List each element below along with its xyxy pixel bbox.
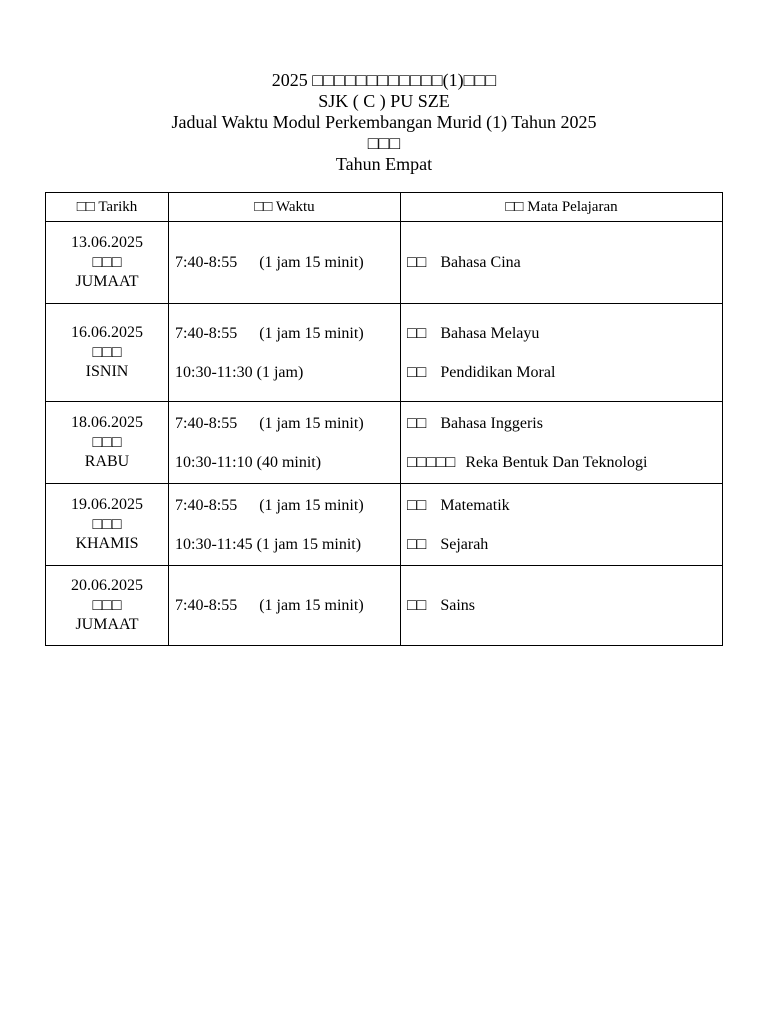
subject-cell [401, 484, 723, 566]
day-name: KHAMIS [75, 535, 139, 553]
time-slot [175, 414, 394, 433]
school-name: SJK ( C ) PU SZE [318, 91, 450, 111]
time-range: 7:40-8:55 [175, 254, 238, 271]
time-cell [169, 484, 401, 566]
day-chinese: □□□ [92, 433, 122, 451]
day-chinese: □□□ [92, 343, 122, 361]
year-level: Tahun Empat [335, 154, 433, 174]
subject-chinese: □□□□□ [407, 453, 456, 471]
time-range: 10:30-11:45 [175, 535, 253, 553]
day-name: JUMAAT [75, 273, 139, 291]
time-duration: (40 minit) [256, 453, 322, 471]
table-row [46, 222, 723, 304]
day-chinese: □□□ [92, 596, 122, 614]
timetable [45, 192, 723, 646]
date-cell [46, 484, 169, 566]
document-header [0, 70, 768, 175]
column-header-subject: □□ Mata Pelajaran [401, 193, 723, 222]
subject-slot [407, 253, 716, 272]
document-title: Jadual Waktu Modul Perkembangan Murid (1) Tahun 2025 [171, 112, 597, 132]
subject-slot [407, 496, 716, 515]
subject-name: Bahasa Inggeris [440, 414, 543, 432]
time-cell [169, 402, 401, 484]
subject-chinese: □□ [407, 254, 427, 271]
day-name: ISNIN [85, 363, 129, 381]
time-slot [175, 363, 394, 382]
time-slot [175, 496, 394, 515]
subject-cell [401, 304, 723, 402]
date-cell [46, 304, 169, 402]
subject-name: Sains [440, 597, 475, 614]
subject-cell [401, 566, 723, 646]
subject-slot [407, 414, 716, 433]
time-slot [175, 453, 394, 472]
date-cell [46, 222, 169, 304]
year-level-chinese: □□□ [367, 133, 401, 153]
time-slot [175, 535, 394, 554]
date-value: 19.06.2025 [71, 496, 143, 514]
subject-slot [407, 596, 716, 615]
subject-name: Pendidikan Moral [440, 363, 556, 381]
subject-slot [407, 535, 716, 554]
subject-chinese: □□ [407, 324, 427, 342]
subject-slot [407, 324, 716, 343]
date-value: 16.06.2025 [71, 324, 143, 342]
time-duration: (1 jam) [256, 363, 304, 381]
time-range: 7:40-8:55 [175, 597, 238, 614]
date-value: 13.06.2025 [71, 234, 143, 252]
time-range: 7:40-8:55 [175, 496, 238, 514]
column-header-time: □□ Waktu [169, 193, 401, 222]
date-value: 18.06.2025 [71, 414, 143, 432]
time-range: 7:40-8:55 [175, 324, 238, 342]
time-duration: (1 jam 15 minit) [259, 254, 364, 271]
subject-chinese: □□ [407, 363, 427, 381]
day-chinese: □□□ [92, 515, 122, 533]
subject-name: Bahasa Cina [440, 254, 521, 271]
time-duration: (1 jam 15 minit) [259, 414, 364, 432]
table-header-row [46, 193, 723, 222]
time-range: 10:30-11:30 [175, 363, 253, 381]
time-cell [169, 222, 401, 304]
time-duration: (1 jam 15 minit) [256, 535, 362, 553]
time-duration: (1 jam 15 minit) [259, 324, 364, 342]
day-name: RABU [84, 453, 130, 471]
table-row [46, 304, 723, 402]
subject-chinese: □□ [407, 535, 427, 553]
time-duration: (1 jam 15 minit) [259, 496, 364, 514]
time-cell [169, 304, 401, 402]
date-cell [46, 402, 169, 484]
subject-chinese: □□ [407, 414, 427, 432]
table-row [46, 484, 723, 566]
subject-slot [407, 453, 716, 472]
subject-cell [401, 402, 723, 484]
subject-slot [407, 363, 716, 382]
title-chinese: 2025 □□□□□□□□□□□□(1)□□□ [271, 70, 497, 90]
time-range: 10:30-11:10 [175, 453, 253, 471]
time-cell [169, 566, 401, 646]
subject-cell [401, 222, 723, 304]
time-duration: (1 jam 15 minit) [259, 597, 364, 614]
subject-name: Reka Bentuk Dan Teknologi [465, 453, 648, 471]
time-slot [175, 253, 394, 272]
subject-name: Bahasa Melayu [440, 324, 540, 342]
day-chinese: □□□ [92, 253, 122, 271]
table-row [46, 402, 723, 484]
subject-chinese: □□ [407, 496, 427, 514]
subject-name: Sejarah [440, 535, 489, 553]
column-header-date: □□ Tarikh [46, 193, 169, 222]
subject-chinese: □□ [407, 597, 427, 614]
subject-name: Matematik [440, 496, 510, 514]
time-slot [175, 324, 394, 343]
table-row [46, 566, 723, 646]
day-name: JUMAAT [75, 616, 139, 634]
date-value: 20.06.2025 [71, 577, 143, 595]
time-range: 7:40-8:55 [175, 414, 238, 432]
time-slot [175, 596, 394, 615]
date-cell [46, 566, 169, 646]
